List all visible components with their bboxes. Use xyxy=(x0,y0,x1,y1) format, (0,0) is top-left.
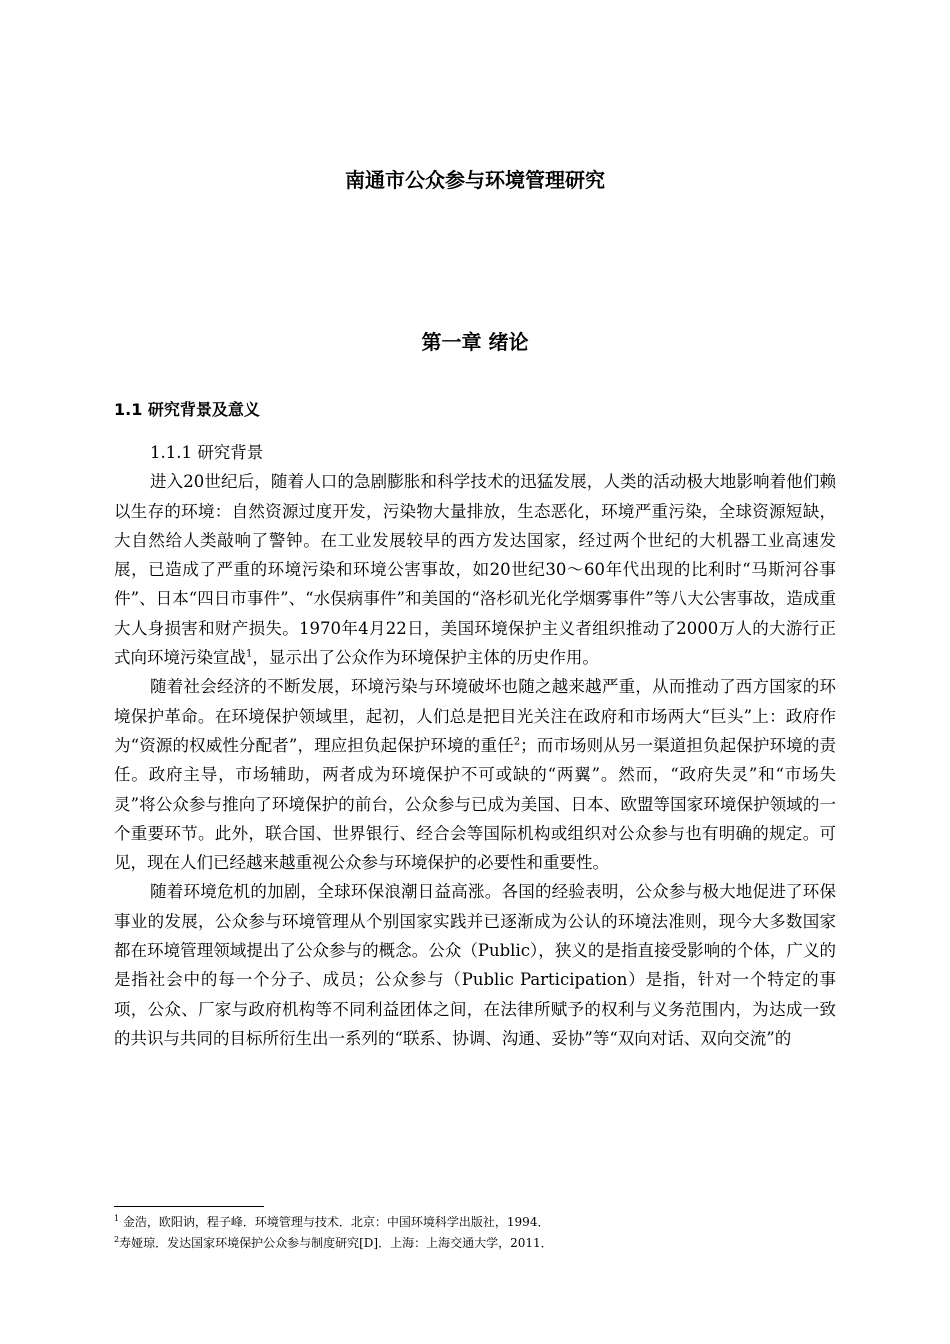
body-text xyxy=(114,438,836,1053)
footnote-divider xyxy=(114,1206,264,1207)
chapter-title: 第一章 绪论 xyxy=(421,330,529,354)
paragraph-3-text: 随着环境危机的加剧，全球环保浪潮日益高涨。各国的经验表明，公众参与极大地促进了环保事业的发展，公众参与环境管理从个别国家实践并已逐渐成为公认的环境法准则，现今大多数国家都在环境管理领域提出了公众参与的概念。公众（Public），狭义的是指直接受影响的个体，广义的是指社会中的每一个分子、成员；公众参与（Public Participation）是指，针对一个特定的事项，公众、厂家与政府机构等不同利益团体之间，在法律所赋予的权利与义务范围内，为达成一致的共识与共同的目标所衍生出一系列的“联系、协调、沟通、妥协”等“双向对话、双向交流”的 xyxy=(114,882,836,1048)
document-title: 南通市公众参与环境管理研究 xyxy=(345,168,605,192)
paragraph-1-text-b: ，显示出了公众作为环境保护主体的历史作用。 xyxy=(252,648,599,668)
section-heading: 1.1 研究背景及意义 xyxy=(114,400,260,419)
paragraph-2-text-b: ；而市场则从另一渠道担负起保护环境的责任。政府主导，市场辅助，两者成为环境保护不可或缺的“两翼”。然而，“政府失灵”和“市场失灵”将公众参与推向了环境保护的前台，公众参与已成为美国、日本、欧盟等国家环境保护领域的一个重要环节。此外，联合国、世界银行、经合会等国际机构或组织对公众参与也有明确的规定。可见，现在人们已经越来越重视公众参与环境保护的必要性和重要性。 xyxy=(114,735,837,873)
footnote-ref-2[interactable]: 2 xyxy=(513,736,521,748)
paragraph-2-text-a: 随着社会经济的不断发展，环境污染与环境破坏也随之越来越严重，从而推动了西方国家的环境保护革命。在环境保护领域里，起初，人们总是把目光关注在政府和市场两大“巨头”上：政府作为“资源的权威性分配者”，理应担负起保护环境的重任 xyxy=(114,677,836,755)
footnote-number-1: 1 xyxy=(114,1214,120,1223)
subsection-heading: 1.1.1 研究背景 xyxy=(150,443,264,462)
footnote-2 xyxy=(114,1233,836,1254)
footnotes xyxy=(114,1212,836,1254)
footnote-1-text: 金浩，欧阳讷，程子峰．环境管理与技术．北京：中国环境科学出版社，1994． xyxy=(119,1215,550,1229)
footnote-number-2: 2 xyxy=(114,1235,120,1244)
footnote-2-text: 寿娅琼．发达国家环境保护公众参与制度研究[D]．上海：上海交通大学，2011． xyxy=(119,1236,553,1250)
paragraph-3 xyxy=(114,877,836,1053)
footnote-1 xyxy=(114,1212,836,1233)
paragraph-1 xyxy=(114,467,836,672)
paragraph-2 xyxy=(114,672,836,877)
footnote-ref-1[interactable]: 1 xyxy=(246,648,253,660)
paragraph-1-text-a: 进入20世纪后，随着人口的急剧膨胀和科学技术的迅猛发展，人类的活动极大地影响着他们赖以生存的环境：自然资源过度开发，污染物大量排放，生态恶化，环境严重污染，全球资源短缺，大自然给人类敲响了警钟。在工业发展较早的西方发达国家，经过两个世纪的大机器工业高速发展，已造成了严重的环境污染和环境公害事故，如20世纪30～60年代出现的比利时“马斯河谷事件”、日本“四日市事件”、“水俣病事件”和美国的“洛杉矶光化学烟雾事件”等八大公害事故，造成重大人身损害和财产损失。1970年4月22日，美国环境保护主义者组织推动了2000万人的大游行正式向环境污染宣战 xyxy=(114,472,836,668)
